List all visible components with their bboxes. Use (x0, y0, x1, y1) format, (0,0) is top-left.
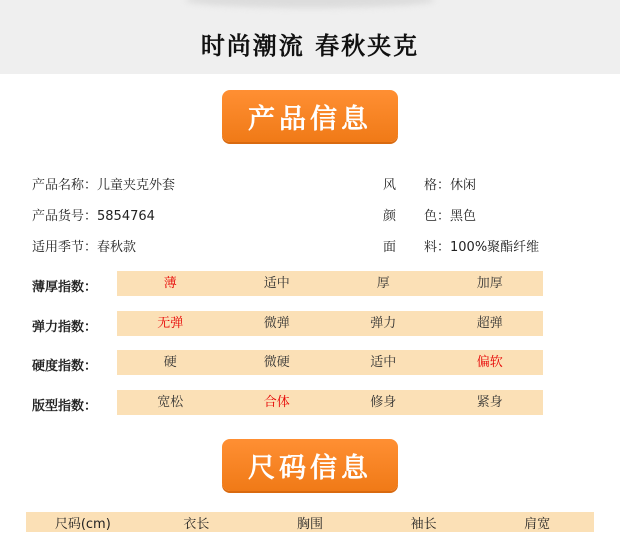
size-header-cell: 尺码(cm) (54, 517, 111, 532)
hardness-index-label: 硬度指数： (32, 359, 98, 374)
product-style-value: 休闲 (450, 178, 477, 193)
product-season-row (32, 236, 136, 255)
fit-index-label: 版型指数： (32, 399, 98, 414)
elasticity-option: 微弹 (263, 316, 290, 331)
fit-option: 修身 (370, 395, 397, 410)
product-name-label: 产品名称： (32, 178, 98, 193)
product-fabric-row: 面料：100%聚酯纤维 (383, 236, 539, 255)
size-header-cell: 衣长 (183, 517, 210, 532)
page-slogan: 时尚潮流 春秋夹克 (200, 32, 420, 60)
product-sku-value: 5854764 (97, 209, 155, 224)
product-info-banner: 产品信息 (222, 90, 398, 142)
thickness-option: 厚 (376, 276, 390, 291)
product-color-row: 颜色：黑色 (383, 205, 476, 224)
hardness-option: 硬 (163, 355, 177, 370)
elasticity-index-label: 弹力指数： (32, 320, 98, 335)
product-name-value: 儿童夹克外套 (97, 178, 176, 193)
product-color-label: 颜色 (383, 209, 437, 224)
hardness-option: 微硬 (263, 355, 290, 370)
product-sku-label: 产品货号： (32, 209, 98, 224)
product-season-label: 适用季节： (32, 240, 98, 255)
product-style-label: 风格 (383, 178, 437, 193)
thickness-index-bar (117, 271, 543, 296)
size-header-cell: 袖长 (410, 517, 437, 532)
product-fabric-value: 100%聚酯纤维 (450, 240, 540, 255)
product-style-row: 风格：休闲 (383, 174, 476, 193)
product-sku-row (32, 205, 155, 224)
elasticity-option: 弹力 (370, 316, 397, 331)
elasticity-option: 超弹 (476, 316, 503, 331)
hardness-index-bar (117, 350, 543, 375)
thickness-option: 适中 (263, 276, 290, 291)
hardness-option: 偏软 (476, 355, 503, 370)
size-header-cell: 胸围 (296, 517, 323, 532)
thickness-option: 薄 (163, 276, 177, 291)
header-band (0, 0, 620, 74)
product-color-value: 黑色 (450, 209, 477, 224)
size-info-banner: 尺码信息 (222, 439, 398, 491)
product-name-row (32, 174, 175, 193)
thickness-option: 加厚 (476, 276, 503, 291)
fit-option: 宽松 (157, 395, 184, 410)
thickness-index-label: 薄厚指数： (32, 280, 98, 295)
product-fabric-label: 面料 (383, 240, 437, 255)
hardness-option: 适中 (370, 355, 397, 370)
fit-index-bar (117, 390, 543, 415)
size-table-header (26, 512, 594, 532)
elasticity-option: 无弹 (157, 316, 184, 331)
product-season-value: 春秋款 (97, 240, 137, 255)
elasticity-index-bar (117, 311, 543, 336)
fit-option: 合体 (263, 395, 290, 410)
fit-option: 紧身 (476, 395, 503, 410)
header-glow (185, 0, 435, 8)
size-header-cell: 肩宽 (524, 517, 551, 532)
